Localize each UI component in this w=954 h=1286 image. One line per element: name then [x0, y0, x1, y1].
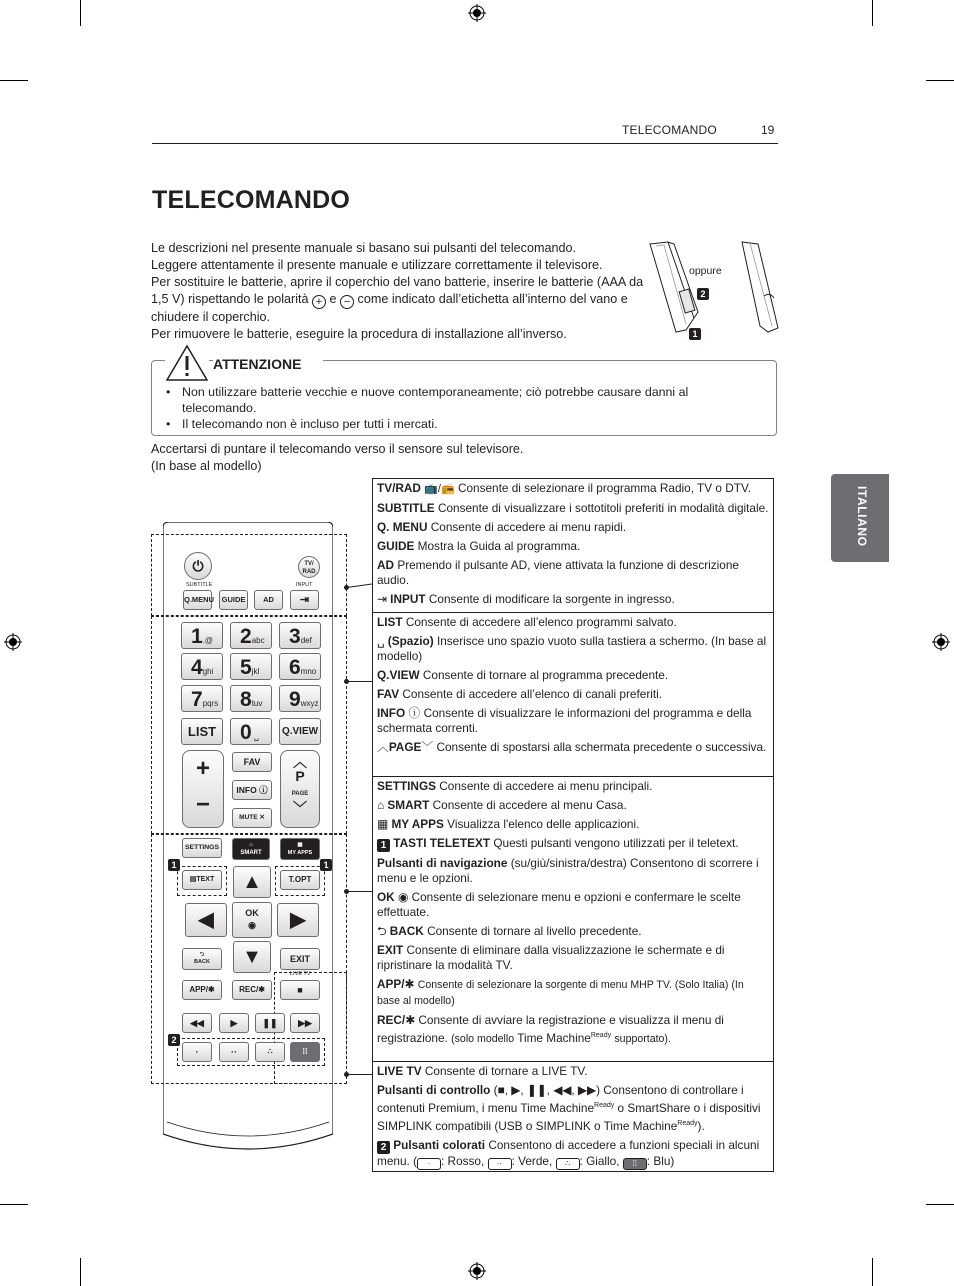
back-button[interactable]: ⮌ BACK [182, 948, 222, 970]
green-key-icon: ·· [488, 1158, 512, 1170]
registration-mark-icon [468, 4, 486, 22]
yellow-key-icon: ∴ [556, 1158, 580, 1170]
attention-item: • Il telecomando non è incluso per tutti i mercati. [166, 416, 756, 432]
t-opt-button[interactable]: T.OPT [280, 870, 320, 890]
desc-box-4: LIVE TV Consente di tornare a LIVE TV. Pulsanti di controllo (■, ▶, ❚❚, ◀◀, ▶▶) Consentono di controllare i contenuti Premium, i menu Time Machine$^{Ready}$ o SmartShare o i dispositivi SIMPLINK compatibili (USB o SIMPLINK o Time Machine$^{Ready}$). 2 Pulsanti colorati Consentono di accedere a funzioni speciali in alcuni menu. ( · : Rosso, ·· : Verde, ∴ : Giallo, ⁞⁞ : Blu) [372, 1061, 774, 1172]
subtitle-label: SUBTITLE [186, 582, 213, 588]
ad-button[interactable]: AD [254, 590, 283, 610]
play-button[interactable]: ▶ [219, 1013, 249, 1033]
pointing-note: Accertarsi di puntare il telecomando verso il sensore sul televisore. (In base al modello) [151, 442, 524, 473]
key-4[interactable]: 4ghi [181, 653, 223, 680]
nav-left-button[interactable]: ◀ [185, 903, 227, 937]
info-icon: ⓘ [408, 706, 421, 720]
guide-button[interactable]: GUIDE [219, 590, 248, 610]
registration-mark-icon [468, 1262, 486, 1280]
home-icon: ⌂ [377, 798, 385, 812]
key-0[interactable]: 0 ␣ [230, 718, 272, 745]
key-2[interactable]: 2abc [230, 622, 272, 649]
input-label: INPUT [296, 582, 313, 588]
live-tv-stop-button[interactable]: ■ [280, 980, 320, 1000]
yellow-button[interactable]: ∴ [255, 1042, 285, 1062]
rewind-button[interactable]: ◀◀ [182, 1013, 212, 1033]
key-5[interactable]: 5jkl [230, 653, 272, 680]
rec-button[interactable]: REC/✱ [232, 980, 272, 1000]
desc-box-2: LIST Consente di accedere all’elenco programmi salvato. ␣ (Spazio) Inserisce uno spazio vuoto sulla tastiera a schermo. (In base al modello) Q.VIEW Consente di tornare al programma precedente. FAV Consente di accedere all’elenco di canali preferiti. INFO ⓘ Consente di visualizzare le informazioni del programma e della schermata correnti. ︿PAGE﹀ Consente di spostarsi alla schermata precedente o successiva. [372, 612, 774, 777]
teletext-badge-left: 1 [168, 859, 180, 871]
fav-button[interactable]: FAV [232, 752, 272, 772]
color-keys-badge: 2 [168, 1034, 180, 1046]
connector-line [347, 891, 372, 892]
red-button[interactable]: · [182, 1042, 212, 1062]
nav-down-button[interactable]: ▼ [233, 941, 271, 973]
blue-button[interactable]: ⁞⁞ [290, 1042, 320, 1062]
desc-box-3: SETTINGS Consente di accedere ai menu principali. ⌂ SMART Consente di accedere al menu Casa. ▦ MY APPS Visualizza l'elenco delle applicazioni. 1 TASTI TELETEXT Questi pulsanti vengono utilizzati per il teletext. Pulsanti di navigazione (su/giù/sinistra/destra) Consentono di scorrere i menu e le opzioni. OK ◉ Consente di selezionare menu e opzioni e confermare le scelte effettuate. ⮌ BACK Consente di tornare al livello precedente. EXIT Consente di eliminare dalla visualizzazione le schermate e di ripristinare la modalità TV. APP/✱ Consente di selezionare la sorgente di menu MHP TV. (Solo Italia) (In base al modello) REC/✱ Consente di avviare la registrazione e visualizza il menu di registrazione. (solo modello Time Machine$^{Ready}$ supportato). [372, 776, 774, 1062]
connector-dot [344, 1072, 349, 1077]
live-tv-label: LIVE TV [290, 971, 311, 977]
connector-dot [344, 585, 349, 590]
q-menu-button[interactable]: Q.MENU [183, 590, 212, 610]
back-icon: ⮌ [377, 924, 387, 938]
attention-list [166, 384, 756, 432]
green-button[interactable]: ·· [219, 1042, 249, 1062]
app-button[interactable]: APP/✱ [182, 980, 222, 1000]
text-button[interactable]: ▤TEXT [182, 870, 222, 890]
connector-dot [344, 889, 349, 894]
badge-2-icon: 2 [377, 1141, 390, 1154]
key-9[interactable]: 9wxyz [279, 685, 321, 712]
running-header: TELECOMANDO [622, 123, 717, 137]
key-7[interactable]: 7pqrs [181, 685, 223, 712]
ok-button[interactable]: OK ◉ [232, 902, 272, 938]
registration-mark-icon [932, 633, 950, 651]
chevron-up-icon: ︿ [377, 740, 389, 754]
connector-line [347, 681, 372, 682]
plus-polarity-icon: + [312, 295, 326, 309]
warning-triangle-icon [165, 344, 209, 382]
info-button[interactable]: INFO ⓘ [232, 780, 272, 800]
mute-button[interactable]: MUTE ✕ [232, 808, 272, 828]
blue-key-icon: ⁞⁞ [623, 1158, 647, 1170]
my-apps-button[interactable]: ▦ MY APPS [280, 838, 320, 860]
settings-button[interactable]: SETTINGS [182, 838, 222, 858]
input-button[interactable]: ⇥ [290, 590, 319, 610]
fast-forward-button[interactable]: ▶▶ [290, 1013, 320, 1033]
page-number: 19 [761, 123, 775, 137]
header-rule [152, 143, 778, 144]
apps-grid-icon: ▦ [377, 817, 389, 831]
key-3[interactable]: 3def [279, 622, 321, 649]
input-icon: ⇥ [377, 592, 387, 606]
nav-up-button[interactable]: ▲ [233, 866, 271, 898]
smart-button[interactable]: ⌂ SMART [232, 838, 270, 860]
q-view-button[interactable]: Q.VIEW [279, 718, 321, 745]
red-key-icon: · [417, 1158, 441, 1170]
figure-label-oppure: oppure [689, 265, 722, 277]
tv-rad-button[interactable]: TV/ RAD [298, 556, 320, 578]
space-icon: ␣ [377, 634, 385, 648]
registration-mark-icon [4, 633, 22, 651]
exit-button[interactable]: EXIT [280, 948, 320, 970]
chevron-down-icon: ﹀ [421, 740, 434, 754]
attention-title: ATTENZIONE [213, 356, 323, 372]
key-8[interactable]: 8tuv [230, 685, 272, 712]
nav-right-button[interactable]: ▶ [277, 903, 319, 937]
connector-line [347, 1074, 372, 1075]
desc-box-1: TV/RAD 📺/📻 Consente di selezionare il programma Radio, TV o DTV. SUBTITLE Consente di visualizzare i sottotitoli preferiti in modalità digitale. Q. MENU Consente di accedere ai menu rapidi. GUIDE Mostra la Guida al programma. AD Premendo il pulsante AD, viene attivata la funzione di descrizione audio. ⇥ INPUT Consente di modificare la sorgente in ingresso. [372, 478, 774, 613]
page-title: TELECOMANDO [152, 186, 351, 214]
minus-polarity-icon: − [340, 295, 354, 309]
ok-icon: ◉ [397, 890, 409, 904]
step-2-badge: 2 [697, 288, 709, 300]
battery-installation-figure [646, 240, 780, 344]
connector-line [347, 584, 372, 588]
connector-dot [344, 679, 349, 684]
key-6[interactable]: 6mno [279, 653, 321, 680]
language-tab: ITALIANO [831, 474, 889, 562]
key-1[interactable]: 1.@ [181, 622, 223, 649]
intro-text: Le descrizioni nel presente manuale si basano sui pulsanti del telecomando. Leggere attentamente il presente manuale e utilizzare correttamente il televisore. Per sostituire le batterie, aprire il coperchio del vano batterie, inserire le batterie (AAA da 1,5 V) rispettando le polarità + e − come indicato dall’etichetta all’interno del vano e chiudere il coperchio. Per rimuovere le batterie, eseguire la procedura di installazione all’inverso. [151, 241, 644, 341]
program-page-rocker[interactable]: ︿ P PAGE ﹀ [280, 750, 320, 828]
pause-button[interactable]: ❚❚ [255, 1013, 285, 1033]
volume-rocker[interactable]: + − [182, 750, 224, 828]
teletext-badge-right: 1 [320, 859, 332, 871]
badge-1-icon: 1 [377, 839, 390, 852]
power-button[interactable]: ⏻ [184, 552, 212, 580]
list-button[interactable]: LIST [181, 718, 223, 745]
step-1-badge: 1 [689, 328, 701, 340]
attention-item: • Non utilizzare batterie vecchie e nuove contemporaneamente; ciò potrebbe causare danni al telecomando. [166, 384, 756, 416]
